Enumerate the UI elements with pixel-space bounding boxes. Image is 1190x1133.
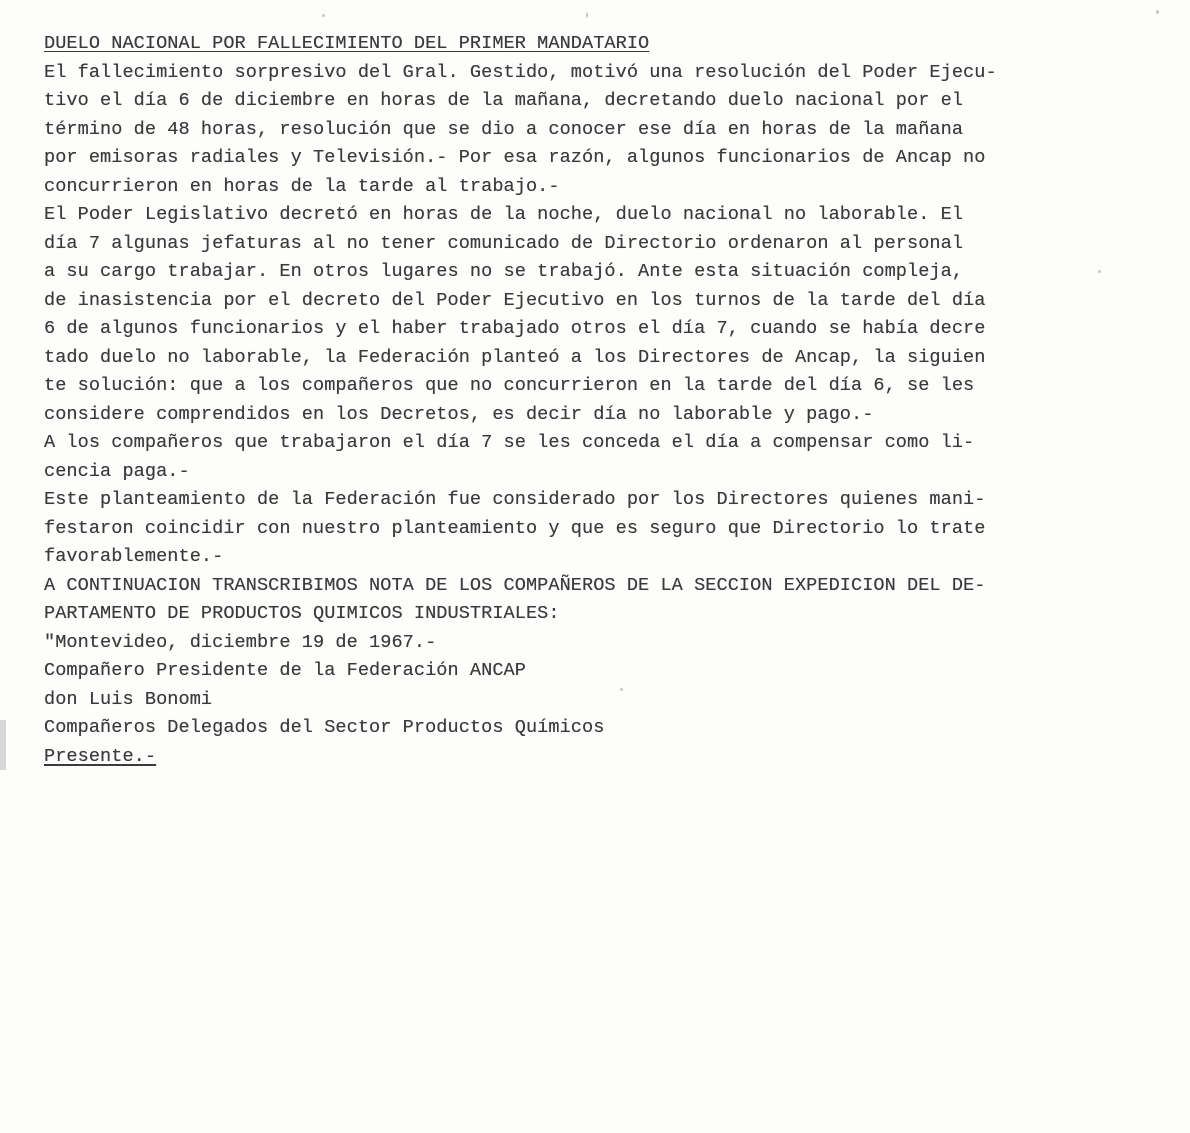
text-line: Compañeros Delegados del Sector Productos Químicos — [44, 717, 605, 738]
text-line: El Poder Legislativo decretó en horas de la noche, duelo nacional no laborable. El — [44, 204, 964, 225]
document-body — [44, 30, 1124, 771]
text-line: te solución: que a los compañeros que no concurrieron en la tarde del día 6, se les — [44, 375, 975, 396]
presente-line: Presente.- — [44, 745, 157, 767]
text-line: término de 48 horas, resolución que se dio a conocer ese día en horas de la mañana — [44, 118, 964, 140]
text-line: "Montevideo, diciembre 19 de 1967.- — [44, 631, 437, 653]
text-line: Compañero Presidente de la Federación ANCAP — [44, 660, 526, 681]
text-line: A los compañeros que trabajaron el día 7 se les conceda el día a compensar como li- — [44, 432, 975, 453]
text-line: día 7 algunas jefaturas al no tener comunicado de Directorio ordenaron al personal — [44, 232, 964, 254]
text-line: A CONTINUACION TRANSCRIBIMOS NOTA DE LOS COMPAÑEROS DE LA SECCION EXPEDICION DEL DE- — [44, 574, 986, 596]
text-line: por emisoras radiales y Televisión.- Por esa razón, algunos funcionarios de Ancap no — [44, 147, 986, 168]
paper-edge-shadow — [0, 720, 6, 770]
text-line: cencia paga.- — [44, 460, 190, 482]
text-line: considere comprendidos en los Decretos, es decir día no laborable y pago.- — [44, 403, 874, 425]
text-line: tivo el día 6 de diciembre en horas de la mañana, decretando duelo nacional por el — [44, 90, 964, 111]
text-line: don Luis Bonomi — [44, 688, 213, 710]
text-line: a su cargo trabajar. En otros lugares no se trabajó. Ante esta situación compleja, — [44, 261, 964, 282]
text-line: concurrieron en horas de la tarde al trabajo.- — [44, 175, 560, 197]
text-line: Este planteamiento de la Federación fue considerado por los Directores quienes mani- — [44, 489, 986, 510]
paper-speck — [1156, 10, 1159, 14]
paper-speck — [586, 12, 588, 18]
text-line: tado duelo no laborable, la Federación planteó a los Directores de Ancap, la siguien — [44, 346, 986, 368]
text-line: El fallecimiento sorpresivo del Gral. Gestido, motivó una resolución del Poder Ejecu- — [44, 61, 997, 83]
text-line: PARTAMENTO DE PRODUCTOS QUIMICOS INDUSTRIALES: — [44, 603, 560, 624]
paper-speck — [322, 14, 325, 17]
document-title: DUELO NACIONAL POR FALLECIMIENTO DEL PRIMER MANDATARIO — [44, 33, 650, 54]
text-line: 6 de algunos funcionarios y el haber trabajado otros el día 7, cuando se había decre — [44, 318, 986, 339]
text-line: favorablemente.- — [44, 546, 224, 567]
text-line: festaron coincidir con nuestro planteamiento y que es seguro que Directorio lo trate — [44, 517, 986, 539]
text-line: de inasistencia por el decreto del Poder Ejecutivo en los turnos de la tarde del día — [44, 289, 986, 311]
